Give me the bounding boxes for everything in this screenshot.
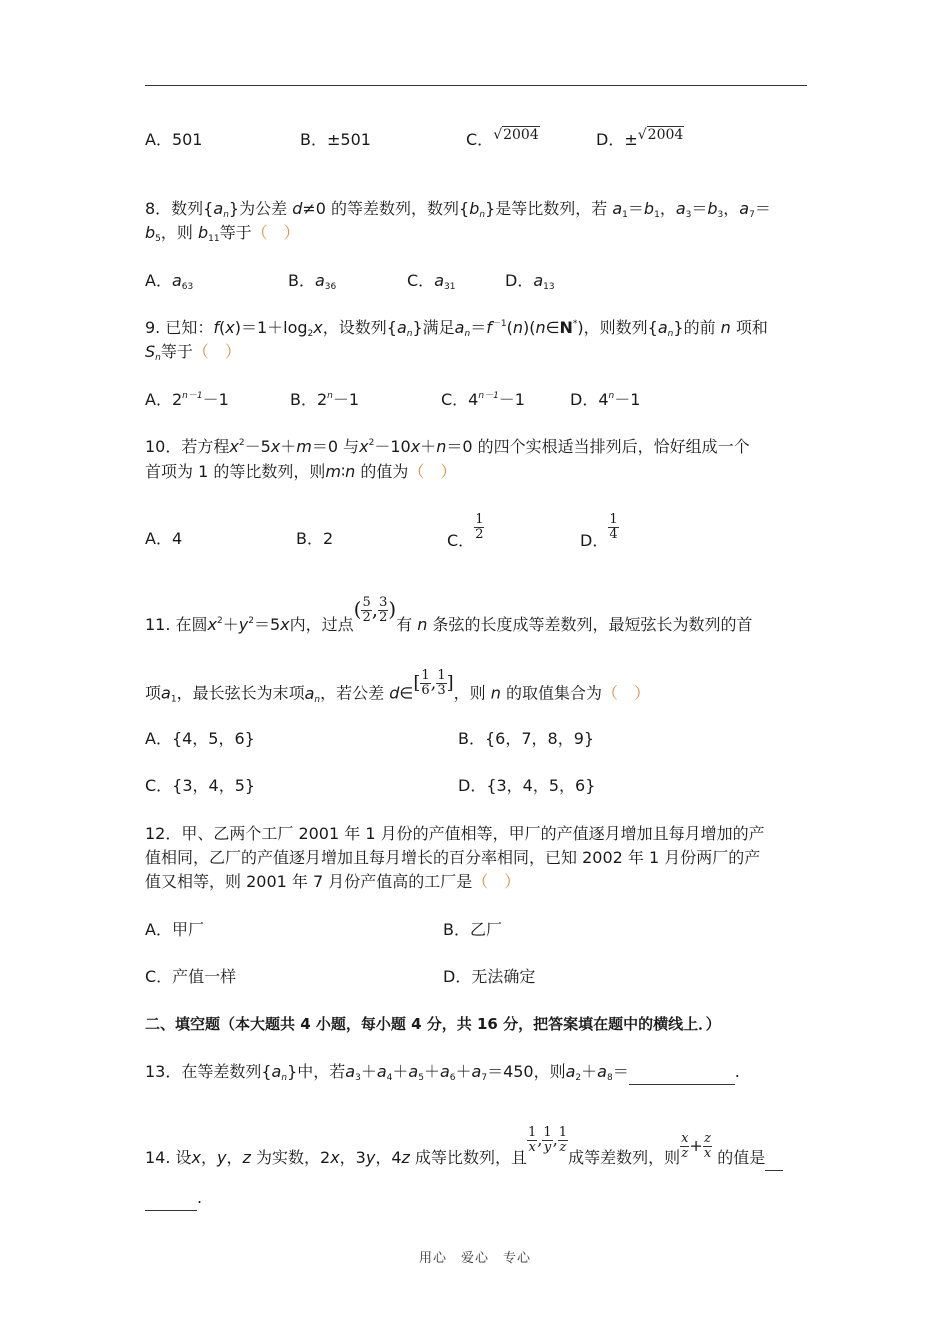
q9-line-2: $S_n$等于（ ）	[145, 342, 241, 363]
q8-option-a: A．$a_{63}$	[145, 271, 194, 292]
page-footer: 用心 爱心 专心	[418, 1251, 531, 1266]
q11-option-d: D．{3，4，5，6}	[458, 776, 596, 795]
q11-option-b: B．{6，7，8，9}	[458, 729, 595, 748]
q7-option-c: C．√2004	[466, 127, 539, 149]
q9-option-c: C．$4^{n-1}-1$	[441, 390, 525, 409]
q8-line-1: 8．数列$\{a_n\}$为公差 d≠0 的等差数列，数列$\{b_n\}$是等比数列，若 $a_1=b_1$，$a_3=b_3$，$a_7=$	[145, 199, 771, 220]
q10-option-a: A．4	[145, 529, 183, 548]
q10-line-2: 首项为 1 的等比数列，则m∶n 的值为（ ）	[145, 462, 457, 481]
q8-option-d: D．$a_{13}$	[505, 271, 555, 292]
q7-option-b: B．±501	[300, 130, 371, 149]
interval-1-6-1-3: [ $\frac{1}{6}$ , $\frac{1}{3}$ ]	[413, 668, 454, 698]
q11-line-1: 11. 在圆$x^2+y^2=5x$内，过点( $\frac{5}{2}$ , $\frac{3}{2}$ )有 n 条弦的长度成等差数列，最短弦长为数列的首	[145, 595, 753, 634]
q12-option-d: D．无法确定	[443, 967, 536, 986]
q7-option-d: D．±√2004	[596, 127, 684, 149]
q14-answer-blank	[145, 1186, 197, 1211]
header-rule	[145, 85, 807, 86]
q11-option-a: A．{4，5，6}	[145, 729, 255, 748]
point-5-2-3-2: ( $\frac{5}{2}$ , $\frac{3}{2}$ )	[353, 595, 397, 625]
q14-line-1: 14. 设x，y，z 为实数，2x，3y，4z 成等比数列，且 $\frac{1}{x}$ , $\frac{1}{y}$ , $\frac{1}{z}$ 成等差数列，则 $\frac{x}{z}$ + $\frac{z}{x}$ 的值是	[145, 1144, 783, 1173]
q10-option-c: C． $\frac{1}{2}$	[447, 512, 484, 550]
q12-option-a: A．甲厂	[145, 920, 204, 939]
q13-answer-blank	[629, 1060, 735, 1085]
q13-line: 13．在等差数列$\{a_n\}$中，若$a_3+a_4+a_5+a_6+a_7=450$，则$a_2+a_8=$ .	[145, 1062, 740, 1083]
q10-line-1: 10．若方程$x^2-5x+m=0$ 与$x^2-10x+n=0$ 的四个实根适当排列后，恰好组成一个	[145, 437, 750, 456]
q12-line-2: 值相同，乙厂的产值逐月增加且每月增长的百分率相同，已知 2002 年 1 月份两厂的产	[145, 848, 761, 867]
q7-option-a: A．501	[145, 130, 203, 149]
q10-option-b: B．2	[296, 529, 334, 548]
reciprocals-expression: $\frac{1}{x}$ , $\frac{1}{y}$ , $\frac{1}{z}$	[528, 1125, 568, 1155]
q11-line-2: 项$a_1$，最长弦长为末项$a_n$，若公差 d∈[ $\frac{1}{6}$ , $\frac{1}{3}$ ]，则 n 的取值集合为（ ）	[145, 668, 651, 705]
ratio-sum-expression: $\frac{x}{z}$ + $\frac{z}{x}$	[681, 1131, 712, 1161]
q11-option-c: C．{3，4，5}	[145, 776, 256, 795]
q9-option-d: D．$4^n-1$	[570, 390, 641, 409]
q8-option-b: B．$a_{36}$	[288, 271, 337, 292]
q10-option-d: D． $\frac{1}{4}$	[580, 512, 618, 550]
q9-option-a: A．$2^{n-1}-1$	[145, 390, 229, 409]
q8-line-2: $b_5$，则 $b_{11}$等于（ ）	[145, 223, 300, 244]
q8-option-c: C．$a_{31}$	[407, 271, 456, 292]
q12-option-c: C．产值一样	[145, 967, 237, 986]
q12-line-1: 12．甲、乙两个工厂 2001 年 1 月份的产值相等，甲厂的产值逐月增加且每月增加的产	[145, 824, 765, 843]
q12-line-3: 值又相等，则 2001 年 7 月份产值高的工厂是（ ）	[145, 872, 521, 891]
section-2-heading: 二、填空题（本大题共 4 小题，每小题 4 分，共 16 分，把答案填在题中的横线上．）	[145, 1015, 721, 1033]
q14-line-2: .	[145, 1186, 202, 1211]
q9-line-1: 9. 已知：$f(x)=1+\log_2x$，设数列$\{a_n\}$满足$a_n=f^{-1}(n)(n\in N^*)$，则数列$\{a_n\}$的前 n 项和	[145, 318, 768, 339]
q9-option-b: B．$2^n-1$	[290, 390, 360, 409]
q12-option-b: B．乙厂	[443, 920, 502, 939]
